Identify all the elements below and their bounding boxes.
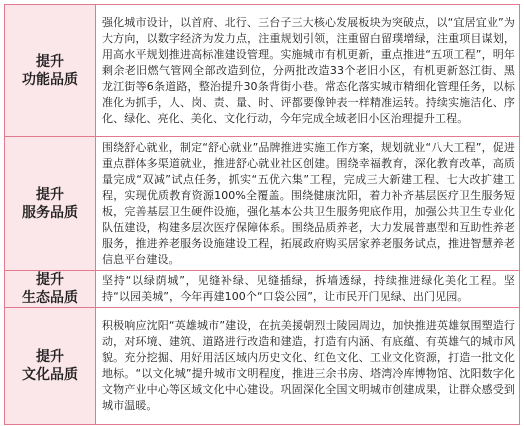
policy-table-container [4, 4, 520, 422]
row-label-line1: 提升 [36, 272, 64, 288]
table-row-ecology [5, 271, 520, 308]
row-label-line2: 功能品质 [22, 71, 78, 88]
row-label-line2: 服务品质 [22, 204, 78, 221]
row-label-line2: 生态品质 [22, 290, 78, 306]
table-row-service [5, 137, 520, 271]
row-label-line1: 提升 [36, 53, 64, 70]
table-row-culture [5, 308, 520, 425]
row-label-line1: 提升 [36, 349, 64, 365]
row-content: 积极响应沈阳“英雄城市”建设，在抗美援朝烈士陵园周边，加快推进英雄氛围塑造行动，对环境、建筑、道路进行改造和建造，打造有内涵、有底蕴、有英雄气的城市风貌。充分挖掘、用好用活区域内历史文化、红色文化、工业文化资源，打造一批文化地标。“以文化城”提升城市文明程度，推进三余书房、塔湾冷库博物馆、沈阳数字化文物产业中心等区域文化中心建设。巩固深化全国文明城市创建成果，让群众感受到城市温暖。 [96, 308, 520, 425]
row-content: 坚持“以绿荫城”，见缝补绿、见缝插绿，拆墙透绿，持续推进绿化美化工程。坚持“以园美城”，今年再建100个“口袋公园”，让市民开门见绿、出门见园。 [96, 271, 520, 308]
row-label-line2: 文化品质 [22, 367, 78, 383]
row-label-line1: 提升 [36, 186, 64, 203]
row-label [5, 271, 96, 308]
row-label [5, 137, 96, 271]
row-content: 强化城市设计，以首府、北行、三台子三大核心发展板块为突破点，以“宜居宜业”为大方向，以数字经济为发力点，注重规划引领，注重留白留璞增绿，注重项目谋划，用高水平规划推进高标准建设管理。实施城市有机更新，重点推进“五项工程”，明年剩余老旧燃气管网全部改造到位，分两批改造33个老旧小区，有机更新怒江街、黑龙江街等6条道路，整治提升30条背街小巷。常态化落实城市精细化管理任务，以标准化为抓手，人、岗、责、量、时、评都要像钟表一样精准运转。持续实施洁化、序化、绿化、亮化、美化、文化行动，今年完成全域老旧小区治理提升工程。 [96, 5, 520, 137]
row-label [5, 308, 96, 425]
policy-table [4, 4, 520, 425]
row-content: 围绕舒心就业，制定“舒心就业”品牌推进实施工作方案，规划就业“八大工程”，促进重点群体多渠道就业，推进舒心就业社区创建。围绕幸福教育，深化教育改革，高质量完成“双减”试点任务，抓实“五优六集”工程，完成三大新建工程、七大改扩建工程，实现优质教育资源100%全覆盖。围绕健康沈阳，着力补齐基层医疗卫生服务短板，完善基层卫生硬件设施，强化基本公共卫生服务兜底作用，加强公共卫生专业化队伍建设，构建多层次医疗保障体系。围绕品质养老，大力发展普惠型和互助性养老服务，推进养老服务设施建设工程，拓展政府购买居家养老服务试点，推进智慧养老信息平台建设。 [96, 137, 520, 271]
table-row-function [5, 5, 520, 137]
row-label [5, 5, 96, 137]
